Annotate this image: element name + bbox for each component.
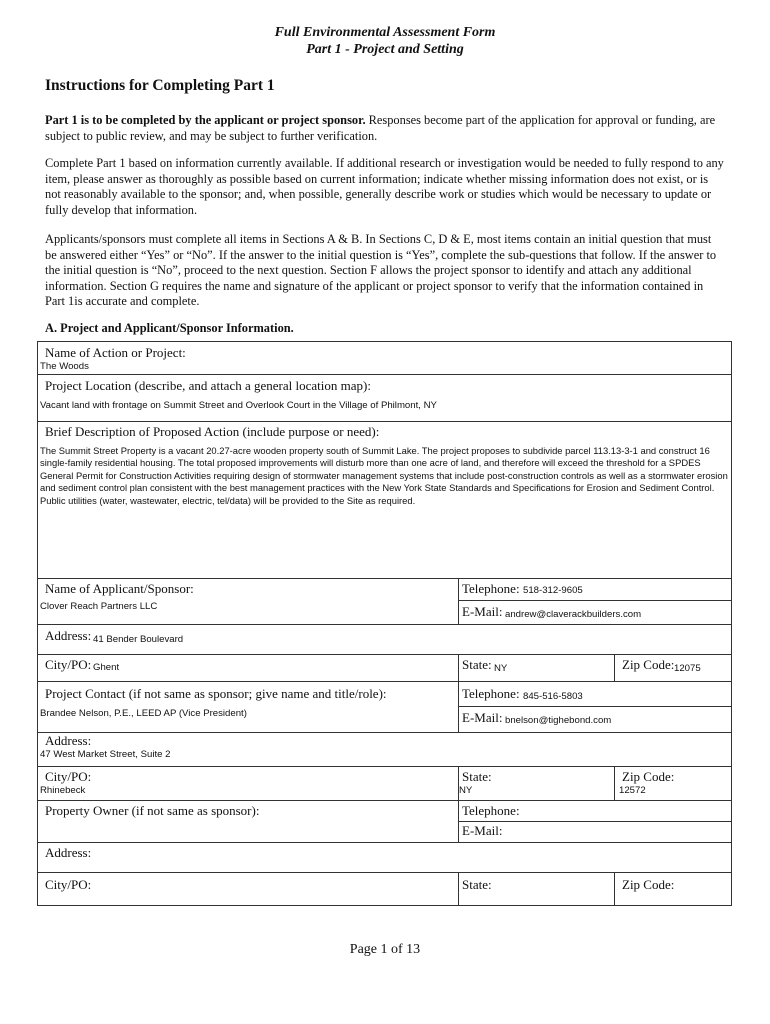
instructions-bold-lead: Part 1 is to be completed by the applicant or project sponsor. bbox=[45, 113, 366, 127]
applicant-label: Name of Applicant/Sponsor: bbox=[45, 581, 194, 596]
applicant-address-label: Address: bbox=[45, 628, 92, 643]
owner-zip-label: Zip Code: bbox=[622, 877, 675, 892]
section-a-heading: A. Project and Applicant/Sponsor Information. bbox=[45, 321, 294, 335]
owner-label: Property Owner (if not same as sponsor): bbox=[45, 803, 260, 818]
applicant-value[interactable]: Clover Reach Partners LLC bbox=[40, 601, 158, 612]
description-value[interactable]: The Summit Street Property is a vacant 20.27-acre wooden property south of Summit Lake. The project proposes to subdivide parcel 113.13-3-1 and construct 16 single-family residential housing. The total proposed improvements will disturb more than one acre of land, and therefore will exceed the threshold for a SPDES General Permit for Construction Activities requiring design of stormwater management systems that include post-construction controls as well as a stormwater erosion and sediment control plan consistent with the best management practices with the New York State Standards and Specifications for Erosion and Sediment Control. Public utilities (water, wastewater, electric, tel/data) will be provided to the Site as required. bbox=[40, 445, 728, 506]
applicant-city-label: City/PO: bbox=[45, 657, 92, 672]
page-number: Page 1 of 13 bbox=[349, 942, 421, 957]
action-name-value[interactable]: The Woods bbox=[40, 361, 89, 372]
owner-address-label: Address: bbox=[45, 845, 92, 860]
contact-email-label: E-Mail: bbox=[462, 710, 503, 725]
action-name-label: Name of Action or Project: bbox=[45, 345, 186, 360]
instructions-paragraph-1-text: Responses become part of the application for approval or funding, are subject to public review, and may be subject to further verification. bbox=[45, 113, 716, 143]
project-location-value[interactable]: Vacant land with frontage on Summit Street and Overlook Court in the Village of Philmont, NY bbox=[40, 400, 437, 411]
contact-zip-label: Zip Code: bbox=[622, 769, 675, 784]
contact-telephone-value[interactable]: 845-516-5803 bbox=[523, 691, 583, 702]
owner-state-label: State: bbox=[462, 877, 492, 892]
applicant-telephone-value[interactable]: 518-312-9605 bbox=[523, 585, 583, 596]
contact-label: Project Contact (if not same as sponsor; give name and title/role): bbox=[45, 686, 387, 701]
contact-city-label: City/PO: bbox=[45, 769, 92, 784]
owner-city-label: City/PO: bbox=[45, 877, 92, 892]
instructions-paragraph-3: Applicants/sponsors must complete all items in Sections A & B. In Sections C, D & E, most items contain an initial question that must be answered either “Yes” or “No”. If the answer to the initial question is “Yes”, complete the sub-questions that follow. If the answer to the initial question is “No”, proceed to the next question. Section F allows the project sponsor to identify and attach any additional information. Section G requires the name and signature of the applicant or project sponsor to verify that the information contained in Part 1is accurate and complete. bbox=[45, 232, 717, 309]
applicant-state-label: State: bbox=[462, 657, 492, 672]
contact-state-value[interactable]: NY bbox=[459, 785, 473, 796]
description-label: Brief Description of Proposed Action (include purpose or need): bbox=[45, 424, 380, 439]
applicant-email-label: E-Mail: bbox=[462, 604, 503, 619]
applicant-email-value[interactable]: andrew@claverackbuilders.com bbox=[505, 609, 642, 620]
applicant-address-value[interactable]: 41 Bender Boulevard bbox=[93, 634, 184, 645]
owner-email-label: E-Mail: bbox=[462, 823, 503, 838]
project-information-form bbox=[37, 341, 732, 906]
form-subtitle: Part 1 - Project and Setting bbox=[306, 42, 464, 57]
owner-telephone-label: Telephone: bbox=[462, 803, 520, 818]
contact-telephone-label: Telephone: bbox=[462, 686, 520, 701]
applicant-zip-label: Zip Code: bbox=[622, 657, 675, 672]
instructions-paragraph-1 bbox=[45, 113, 725, 144]
applicant-telephone-label: Telephone: bbox=[462, 581, 520, 596]
instructions-paragraph-2: Complete Part 1 based on information currently available. If additional research or investigation would be needed to fully respond to any item, please answer as thoroughly as possible based on current information; indicate whether missing information does not exist, or is not reasonably available to the sponsor; and, when possible, generally describe work or studies which would be necessary to update or fully develop that information. bbox=[45, 156, 724, 217]
contact-zip-value[interactable]: 12572 bbox=[619, 785, 646, 796]
contact-state-label: State: bbox=[462, 769, 492, 784]
applicant-city-value[interactable]: Ghent bbox=[93, 662, 120, 673]
instructions-heading: Instructions for Completing Part 1 bbox=[45, 77, 275, 94]
form-title: Full Environmental Assessment Form bbox=[274, 25, 496, 40]
project-location-label: Project Location (describe, and attach a general location map): bbox=[45, 378, 371, 393]
applicant-zip-value[interactable]: 12075 bbox=[674, 663, 701, 674]
contact-address-value[interactable]: 47 West Market Street, Suite 2 bbox=[40, 749, 171, 760]
applicant-state-value[interactable]: NY bbox=[494, 663, 508, 674]
contact-email-value[interactable]: bnelson@tighebond.com bbox=[505, 715, 612, 726]
contact-city-value[interactable]: Rhinebeck bbox=[40, 785, 86, 796]
contact-value[interactable]: Brandee Nelson, P.E., LEED AP (Vice President) bbox=[40, 708, 247, 719]
contact-address-label: Address: bbox=[45, 733, 92, 748]
